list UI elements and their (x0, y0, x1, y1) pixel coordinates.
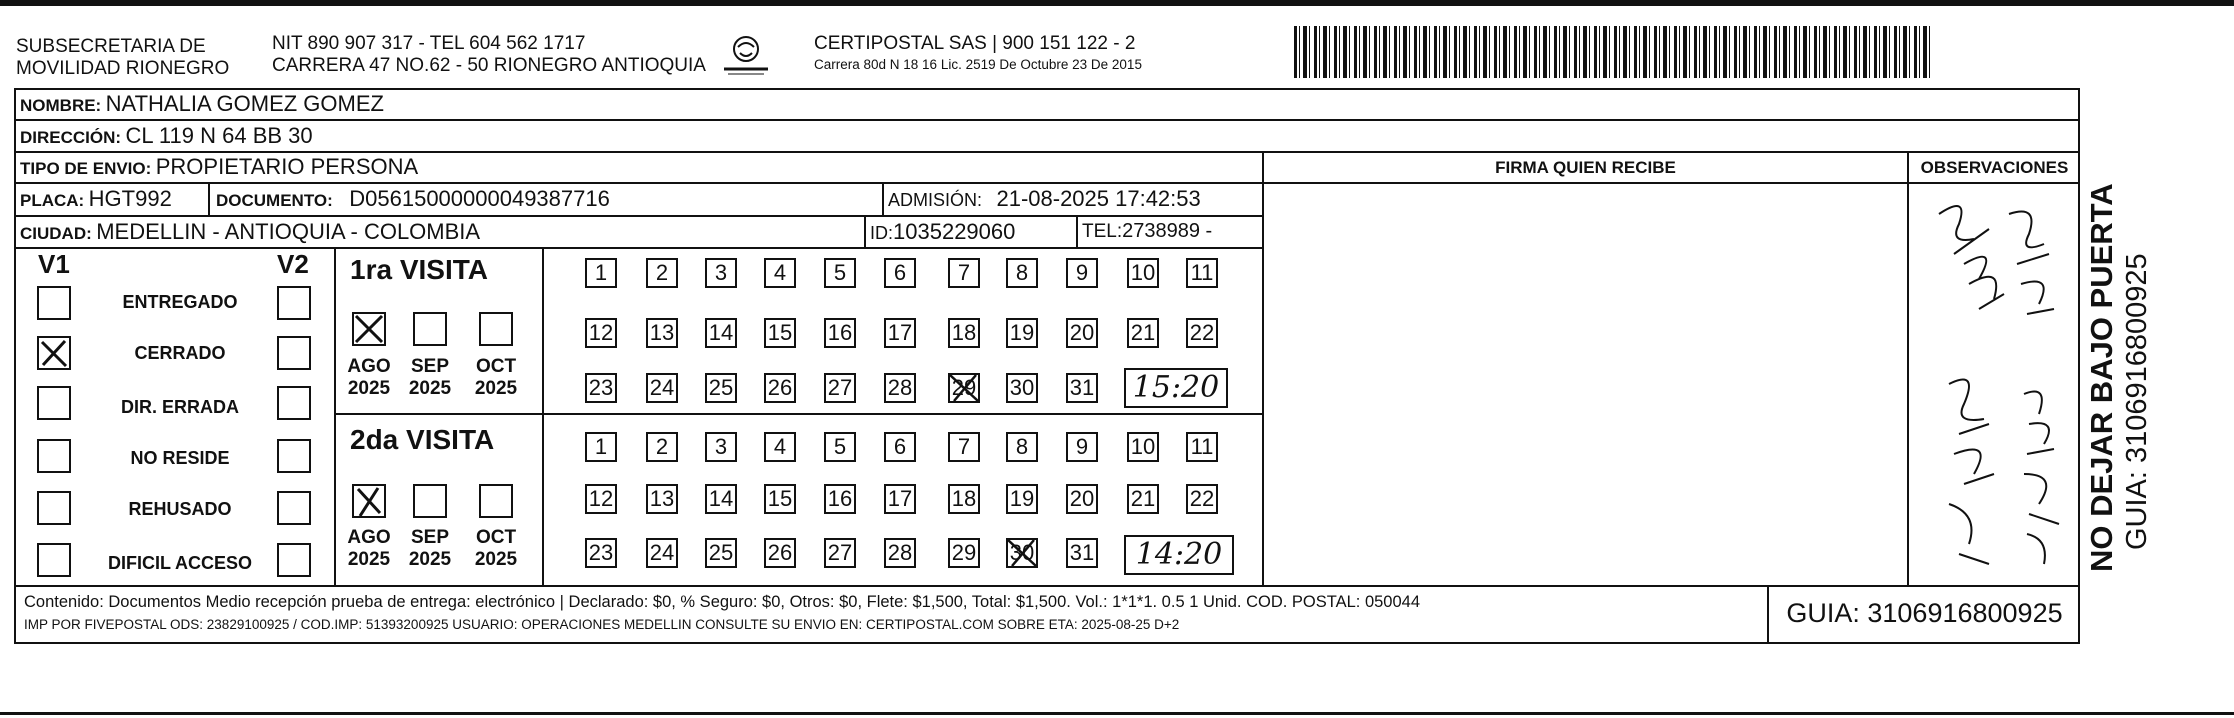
v1-rehusado-checkbox[interactable] (37, 491, 71, 525)
visit-1-day-27-checkbox[interactable]: 27 (824, 373, 856, 403)
visit-2-day-17-checkbox[interactable]: 17 (884, 484, 916, 514)
city-value: MEDELLIN - ANTIOQUIA - COLOMBIA (96, 219, 481, 244)
visit-2-day-10-checkbox[interactable]: 10 (1127, 432, 1159, 462)
name-value: NATHALIA GOMEZ GOMEZ (105, 91, 384, 116)
observations-header: OBSERVACIONES (1920, 158, 2069, 177)
issuer-line-2: MOVILIDAD RIONEGRO (16, 58, 230, 79)
admission-value: 21-08-2025 17:42:53 (996, 186, 1201, 211)
admission-cell (888, 186, 1201, 212)
visit-1-day-22-checkbox[interactable]: 22 (1186, 318, 1218, 348)
visit-2-day-6-checkbox[interactable]: 6 (884, 432, 916, 462)
visit-2-day-26-checkbox[interactable]: 26 (764, 538, 796, 568)
address-value: CL 119 N 64 BB 30 (125, 123, 313, 148)
id-label: ID: (870, 223, 894, 243)
visit-2-month-oct-label: OCT 2025 (474, 527, 518, 570)
visit-1-month-oct-label: OCT 2025 (474, 356, 518, 399)
option-dificil-acceso: DIFICIL ACCESO (107, 553, 252, 573)
plate-cell (20, 186, 172, 212)
v2-entregado-checkbox[interactable] (277, 286, 311, 320)
option-rehusado: REHUSADO (128, 499, 232, 519)
visit-1-day-6-checkbox[interactable]: 6 (884, 258, 916, 288)
v2-cerrado-checkbox[interactable] (277, 336, 311, 370)
courier-block (814, 33, 1234, 72)
visit-2-day-27-checkbox[interactable]: 27 (824, 538, 856, 568)
visit-1-day-3-checkbox[interactable]: 3 (705, 258, 737, 288)
visit-2-day-31-checkbox[interactable]: 31 (1066, 538, 1098, 568)
visit-2-day-4-checkbox[interactable]: 4 (764, 432, 796, 462)
visit-2-day-19-checkbox[interactable]: 19 (1006, 484, 1038, 514)
visit-1-day-15-checkbox[interactable]: 15 (764, 318, 796, 348)
visit-1-day-16-checkbox[interactable]: 16 (824, 318, 856, 348)
visit-2-day-2-checkbox[interactable]: 2 (646, 432, 678, 462)
visit-1-day-17-checkbox[interactable]: 17 (884, 318, 916, 348)
option-cerrado: CERRADO (134, 343, 226, 363)
visit-1-day-1-checkbox[interactable]: 1 (585, 258, 617, 288)
address-row (20, 123, 313, 149)
visit-1-day-29-checkbox[interactable]: 29 (948, 373, 980, 403)
document-label: DOCUMENTO: (216, 191, 333, 210)
visit-2-day-11-checkbox[interactable]: 11 (1186, 432, 1218, 462)
check-mark-icon (354, 486, 384, 516)
visit-2-day-18-checkbox[interactable]: 18 (948, 484, 980, 514)
check-mark-icon (39, 338, 69, 368)
visit-2-time-handwritten: 14:20 (1124, 535, 1234, 575)
visit-1-day-2-checkbox[interactable]: 2 (646, 258, 678, 288)
day-check-mark-icon (948, 373, 980, 403)
v1-entregado-checkbox[interactable] (37, 286, 71, 320)
visit-1-day-19-checkbox[interactable]: 19 (1006, 318, 1038, 348)
visit-1-day-28-checkbox[interactable]: 28 (884, 373, 916, 403)
visit-1-day-20-checkbox[interactable]: 20 (1066, 318, 1098, 348)
visit-2-day-15-checkbox[interactable]: 15 (764, 484, 796, 514)
visit-2-day-12-checkbox[interactable]: 12 (585, 484, 617, 514)
visit-1-day-31-checkbox[interactable]: 31 (1066, 373, 1098, 403)
signature-header: FIRMA QUIEN RECIBE (1495, 158, 1676, 177)
visit-1-day-7-checkbox[interactable]: 7 (948, 258, 980, 288)
visit-2-day-14-checkbox[interactable]: 14 (705, 484, 737, 514)
visit-2-day-29-checkbox[interactable]: 29 (948, 538, 980, 568)
visit-2-day-1-checkbox[interactable]: 1 (585, 432, 617, 462)
visit-2-title: 2da VISITA (350, 424, 495, 455)
v2-dir-errada-checkbox[interactable] (277, 386, 311, 420)
signature-area[interactable] (1264, 184, 1907, 585)
tel-label: TEL: (1082, 221, 1123, 242)
check-mark-icon (354, 314, 384, 344)
v1-cerrado-checkbox[interactable] (37, 336, 71, 370)
visit-1-day-26-checkbox[interactable]: 26 (764, 373, 796, 403)
v1-dir-errada-checkbox[interactable] (37, 386, 71, 420)
admission-label: ADMISIÓN: (888, 190, 983, 210)
visit-2-day-24-checkbox[interactable]: 24 (646, 538, 678, 568)
visit-2-day-8-checkbox[interactable]: 8 (1006, 432, 1038, 462)
option-entregado: ENTREGADO (122, 292, 238, 312)
tel-value: 2738989 - (1122, 220, 1213, 242)
document-cell (216, 186, 610, 212)
top-edge (0, 0, 2234, 6)
visit-2-day-22-checkbox[interactable]: 22 (1186, 484, 1218, 514)
v1-no-reside-checkbox[interactable] (37, 439, 71, 473)
contact-block (272, 33, 742, 77)
visit-1-day-4-checkbox[interactable]: 4 (764, 258, 796, 288)
option-dir-errada: DIR. ERRADA (120, 397, 239, 417)
side-guide-label: GUIA: 3106916800925 (2121, 253, 2153, 550)
visit-1-day-13-checkbox[interactable]: 13 (646, 318, 678, 348)
contact-line-1: NIT 890 907 317 - TEL 604 562 1717 (272, 33, 586, 54)
type-value: PROPIETARIO PERSONA (155, 154, 419, 179)
v1-header: V1 (38, 249, 70, 279)
visit-1-day-21-checkbox[interactable]: 21 (1127, 318, 1159, 348)
type-row (20, 154, 418, 180)
document-value: D05615000000049387716 (349, 186, 610, 211)
visit-2-day-9-checkbox[interactable]: 9 (1066, 432, 1098, 462)
visit-2-day-25-checkbox[interactable]: 25 (705, 538, 737, 568)
visit-2-month-sep-label: SEP 2025 (408, 527, 452, 570)
visit-1-day-18-checkbox[interactable]: 18 (948, 318, 980, 348)
footer-contents: Contenido: Documentos Medio recepción prueba de entrega: electrónico | Declarado: $0, % Seguro: $0, Otros: $0, Flete: $1,500, Total: $1,500. Vol.: 1*1*1. 0.5 1 Unid. COD. POSTAL: 050044 (24, 593, 1421, 611)
bottom-edge (0, 712, 2234, 715)
visit-1-day-14-checkbox[interactable]: 14 (705, 318, 737, 348)
visit-1-day-25-checkbox[interactable]: 25 (705, 373, 737, 403)
name-row (20, 91, 384, 117)
barcode (1294, 26, 1930, 78)
v2-rehusado-checkbox[interactable] (277, 491, 311, 525)
visit-1-time-handwritten: 15:20 (1124, 368, 1228, 408)
visit-1-day-10-checkbox[interactable]: 10 (1127, 258, 1159, 288)
type-label: TIPO DE ENVIO: (20, 159, 152, 178)
id-value: 1035229060 (893, 219, 1016, 244)
visit-1-title: 1ra VISITA (350, 254, 488, 285)
visit-2-day-20-checkbox[interactable]: 20 (1066, 484, 1098, 514)
issuer-block (16, 36, 256, 80)
visit-1-month-oct-checkbox[interactable] (479, 312, 513, 346)
visit-1-month-ago-label: AGO 2025 (347, 356, 391, 399)
visit-2-day-7-checkbox[interactable]: 7 (948, 432, 980, 462)
issuer-line-1: SUBSECRETARIA DE (16, 36, 206, 57)
v2-header: V2 (277, 249, 309, 279)
tel-cell (1082, 220, 1212, 243)
option-no-reside: NO RESIDE (130, 448, 230, 468)
v2-no-reside-checkbox[interactable] (277, 439, 311, 473)
visit-1-day-11-checkbox[interactable]: 11 (1186, 258, 1218, 288)
city-label: CIUDAD: (20, 224, 92, 243)
certipostal-logo-icon (718, 33, 774, 77)
visit-2-month-oct-checkbox[interactable] (479, 484, 513, 518)
visit-2-day-21-checkbox[interactable]: 21 (1127, 484, 1159, 514)
side-notice (2084, 102, 2154, 572)
id-cell (870, 219, 1015, 245)
visit-1-month-sep-label: SEP 2025 (408, 356, 452, 399)
observations-handwriting (1909, 184, 2080, 585)
visit-1-day-23-checkbox[interactable]: 23 (585, 373, 617, 403)
visit-1-month-sep-checkbox[interactable] (413, 312, 447, 346)
v1-dificil-acceso-checkbox[interactable] (37, 543, 71, 577)
visit-1-day-9-checkbox[interactable]: 9 (1066, 258, 1098, 288)
visit-1-day-12-checkbox[interactable]: 12 (585, 318, 617, 348)
plate-value: HGT992 (88, 186, 172, 211)
city-cell (20, 219, 480, 245)
address-label: DIRECCIÓN: (20, 128, 122, 147)
name-label: NOMBRE: (20, 96, 102, 115)
visit-2-month-ago-checkbox[interactable] (352, 484, 386, 518)
visit-2-day-30-checkbox[interactable]: 30 (1006, 538, 1038, 568)
visit-2-day-28-checkbox[interactable]: 28 (884, 538, 916, 568)
v2-dificil-acceso-checkbox[interactable] (277, 543, 311, 577)
visit-2-day-16-checkbox[interactable]: 16 (824, 484, 856, 514)
visit-1-day-24-checkbox[interactable]: 24 (646, 373, 678, 403)
contact-line-2: CARRERA 47 NO.62 - 50 RIONEGRO ANTIOQUIA (272, 55, 706, 76)
footer-print-info: IMP POR FIVEPOSTAL ODS: 23829100925 / COD.IMP: 51393200925 USUARIO: OPERACIONES MEDELLIN CONSULTE SU ENVIO EN: CERTIPOSTAL.COM SOBRE ETA: 2025-08-25 D+2 (24, 617, 1180, 632)
visit-1-day-8-checkbox[interactable]: 8 (1006, 258, 1038, 288)
no-dejar-bajo-puerta-label: NO DEJAR BAJO PUERTA (2084, 183, 2119, 572)
visit-1-month-ago-checkbox[interactable] (352, 312, 386, 346)
visit-2-day-3-checkbox[interactable]: 3 (705, 432, 737, 462)
visit-2-day-13-checkbox[interactable]: 13 (646, 484, 678, 514)
courier-line-1: CERTIPOSTAL SAS | 900 151 122 - 2 (814, 33, 1136, 54)
visit-2-month-sep-checkbox[interactable] (413, 484, 447, 518)
visit-2-day-23-checkbox[interactable]: 23 (585, 538, 617, 568)
visit-1-day-5-checkbox[interactable]: 5 (824, 258, 856, 288)
courier-line-2: Carrera 80d N 18 16 Lic. 2519 De Octubre 23 De 2015 (814, 57, 1142, 72)
visit-1-day-30-checkbox[interactable]: 30 (1006, 373, 1038, 403)
footer-guide: GUIA: 3106916800925 (1786, 598, 2063, 628)
visit-2-month-ago-label: AGO 2025 (347, 527, 391, 570)
day-check-mark-icon (1006, 538, 1038, 568)
plate-label: PLACA: (20, 191, 85, 210)
visit-2-day-5-checkbox[interactable]: 5 (824, 432, 856, 462)
